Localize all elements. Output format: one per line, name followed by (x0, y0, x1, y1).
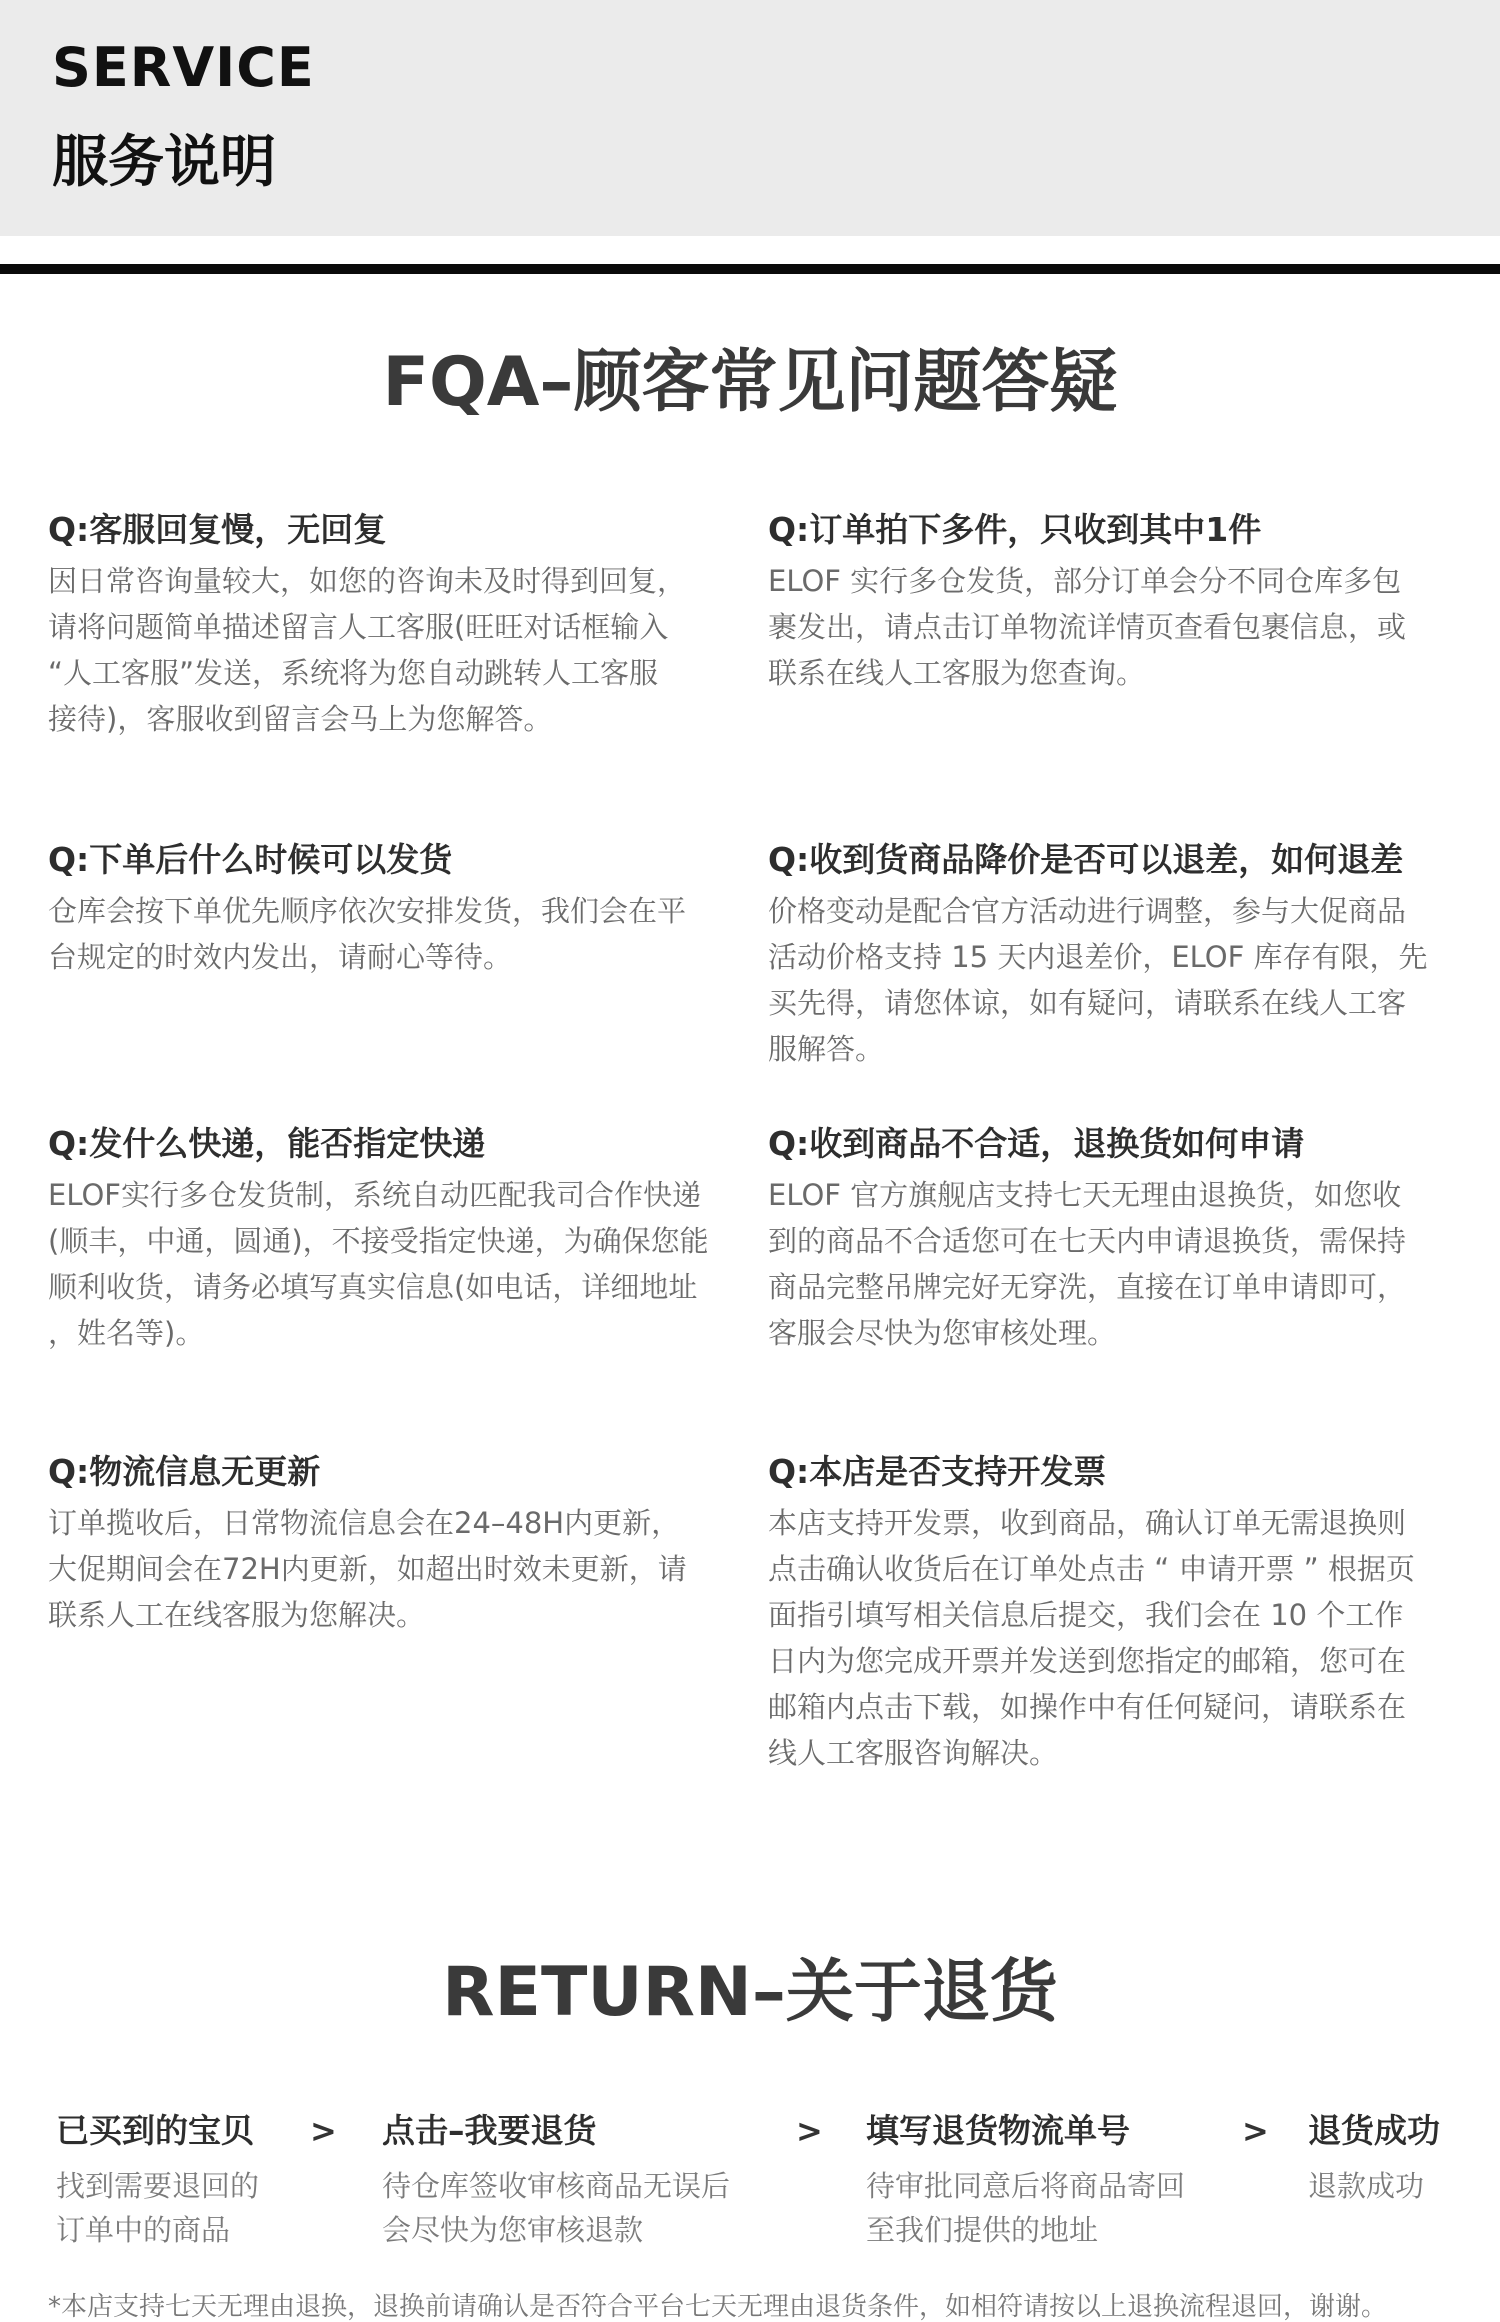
return-step-desc (56, 2164, 259, 2252)
faq-item (48, 1122, 738, 1356)
faq-answer-line: 裹发出，请点击订单物流详情页查看包裹信息，或 (768, 610, 1407, 644)
faq-item (48, 838, 738, 980)
faq-answer-line: 联系人工在线客服为您解决。 (48, 1598, 426, 1632)
header-divider (0, 264, 1500, 274)
faq-answer-line: 订单揽收后，日常物流信息会在24–48H内更新， (48, 1506, 681, 1540)
faq-answer (768, 888, 1468, 1072)
faq-answer-line: ELOF 实行多仓发货，部分订单会分不同仓库多包 (768, 564, 1402, 598)
step-arrow-icon: > (1242, 2112, 1269, 2150)
return-step (382, 2108, 730, 2252)
faq-answer-line: ELOF实行多仓发货制，系统自动匹配我司合作快递 (48, 1178, 701, 1212)
return-step-desc-line: 会尽快为您审核退款 (382, 2213, 644, 2247)
step-arrow-icon: > (796, 2112, 823, 2150)
header-title-en: SERVICE (52, 36, 315, 99)
return-step (1308, 2108, 1440, 2208)
return-step-desc-line: 至我们提供的地址 (866, 2213, 1099, 2247)
faq-answer (48, 558, 738, 742)
faq-answer-line: 顺利收货，请务必填写真实信息(如电话，详细地址 (48, 1270, 698, 1304)
faq-answer-line: ELOF 官方旗舰店支持七天无理由退换货，如您收 (768, 1178, 1402, 1212)
faq-answer-line: 台规定的时效内发出，请耐心等待。 (48, 940, 513, 974)
return-step-title: 点击–我要退货 (382, 2111, 597, 2150)
page-header (0, 0, 1500, 236)
faq-answer (768, 1500, 1468, 1776)
faq-answer-line: 邮箱内点击下载，如操作中有任何疑问，请联系在 (768, 1690, 1407, 1724)
faq-answer (48, 1500, 738, 1638)
faq-answer-line: “人工客服”发送，系统将为您自动跳转人工客服 (48, 656, 659, 690)
faq-section-title: FQA–顾客常见问题答疑 (382, 343, 1118, 422)
faq-answer-line: 面指引填写相关信息后提交，我们会在 10 个工作 (768, 1598, 1404, 1632)
faq-item (48, 1450, 738, 1638)
return-step-desc-line: 退款成功 (1308, 2169, 1425, 2203)
faq-answer-line: ，姓名等)。 (48, 1316, 205, 1350)
faq-item (768, 838, 1468, 1072)
faq-answer-line: 因日常咨询量较大，如您的咨询未及时得到回复， (48, 564, 687, 598)
faq-question: Q:收到商品不合适，退换货如何申请 (768, 1124, 1305, 1163)
faq-answer-line: 仓库会按下单优先顺序依次安排发货，我们会在平 (48, 894, 687, 928)
header-title-cn: 服务说明 (52, 130, 276, 195)
faq-question: Q:客服回复慢，无回复 (48, 510, 387, 549)
return-step-title: 退货成功 (1308, 2111, 1440, 2150)
faq-answer (48, 888, 738, 980)
return-step-desc (382, 2164, 730, 2252)
faq-question: Q:下单后什么时候可以发货 (48, 840, 453, 879)
step-arrow-icon: > (310, 2112, 337, 2150)
return-step-desc (866, 2164, 1185, 2252)
faq-answer-line: 日内为您完成开票并发送到您指定的邮箱，您可在 (768, 1644, 1407, 1678)
faq-answer-line: 到的商品不合适您可在七天内申请退换货，需保持 (768, 1224, 1407, 1258)
return-step-desc (1308, 2164, 1440, 2208)
return-footnote: *本店支持七天无理由退换，退换前请确认是否符合平台七天无理由退货条件，如相符请按以上退换流程退回，谢谢。 (48, 2292, 1388, 2322)
faq-item (768, 508, 1468, 696)
faq-answer (768, 558, 1468, 696)
return-step-title: 已买到的宝贝 (56, 2111, 254, 2150)
faq-answer-line: 请将问题简单描述留言人工客服(旺旺对话框输入 (48, 610, 669, 644)
return-step (866, 2108, 1185, 2252)
faq-item (768, 1450, 1468, 1776)
return-step-desc-line: 待审批同意后将商品寄回 (866, 2169, 1186, 2203)
faq-question: Q:发什么快递，能否指定快递 (48, 1124, 486, 1163)
faq-answer-line: 客服会尽快为您审核处理。 (768, 1316, 1117, 1350)
faq-answer-line: 本店支持开发票，收到商品，确认订单无需退换则 (768, 1506, 1407, 1540)
faq-item (768, 1122, 1468, 1356)
faq-answer (768, 1172, 1468, 1356)
faq-answer-line: 活动价格支持 15 天内退差价，ELOF 库存有限，先 (768, 940, 1428, 974)
faq-answer-line: 点击确认收货后在订单处点击 “ 申请开票 ” 根据页 (768, 1552, 1415, 1586)
faq-answer-line: 商品完整吊牌完好无穿洗，直接在订单申请即可， (768, 1270, 1407, 1304)
faq-answer-line: 联系在线人工客服为您查询。 (768, 656, 1146, 690)
faq-answer-line: 买先得，请您体谅，如有疑问，请联系在线人工客 (768, 986, 1407, 1020)
faq-answer-line: 价格变动是配合官方活动进行调整，参与大促商品 (768, 894, 1407, 928)
faq-question: Q:物流信息无更新 (48, 1452, 321, 1491)
faq-question: Q:收到货商品降价是否可以退差，如何退差 (768, 840, 1404, 879)
faq-answer-line: 接待)，客服收到留言会马上为您解答。 (48, 702, 553, 736)
return-step-desc-line: 订单中的商品 (56, 2213, 231, 2247)
faq-answer-line: 大促期间会在72H内更新，如超出时效未更新，请 (48, 1552, 687, 1586)
faq-answer-line: (顺丰，中通，圆通)，不接受指定快递，为确保您能 (48, 1224, 709, 1258)
return-step-title: 填写退货物流单号 (866, 2111, 1130, 2150)
faq-question: Q:本店是否支持开发票 (768, 1452, 1107, 1491)
faq-item (48, 508, 738, 742)
return-step-desc-line: 找到需要退回的 (56, 2169, 260, 2203)
faq-answer (48, 1172, 738, 1356)
return-step-desc-line: 待仓库签收审核商品无误后 (382, 2169, 731, 2203)
faq-answer-line: 线人工客服咨询解决。 (768, 1736, 1059, 1770)
faq-answer-line: 服解答。 (768, 1032, 885, 1066)
return-section-title: RETURN–关于退货 (442, 1953, 1058, 2032)
faq-question: Q:订单拍下多件，只收到其中1件 (768, 510, 1262, 549)
return-step (56, 2108, 259, 2252)
